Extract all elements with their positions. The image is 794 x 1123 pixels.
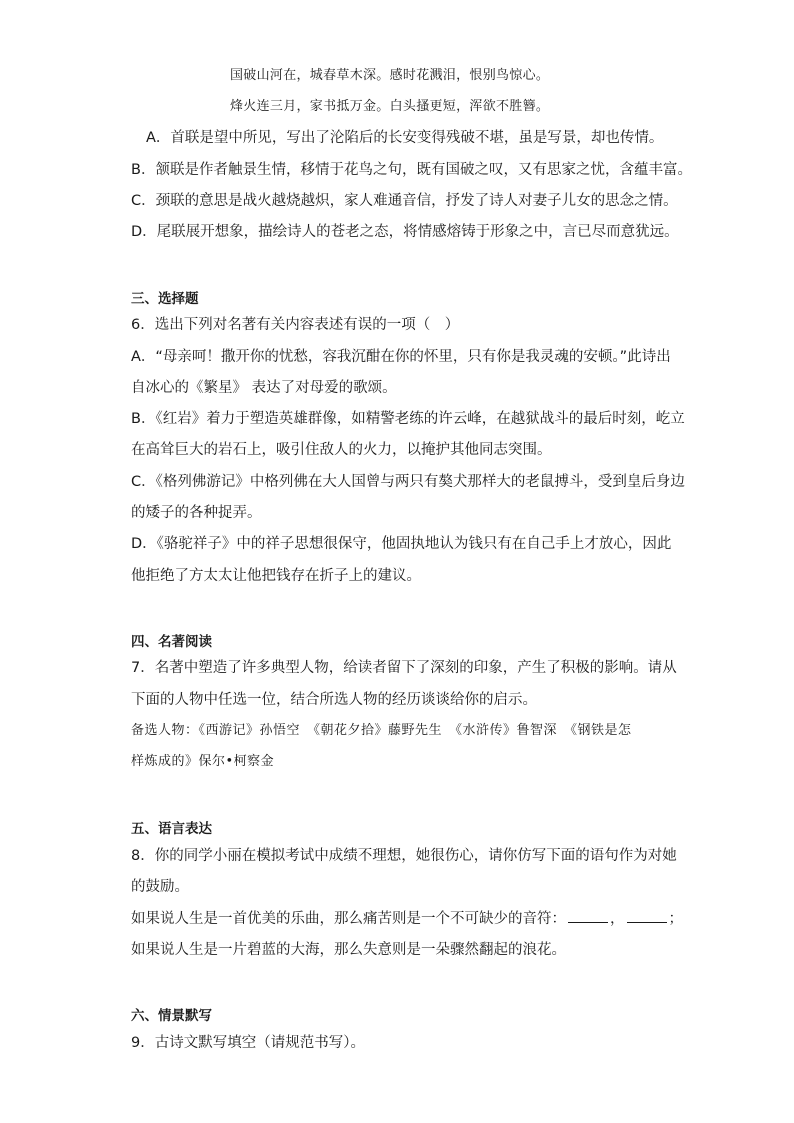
option-6a-line1: A．“母亲呵！撒开你的忧愁，容我沉酣在你的怀里，只有你是我灵魂的安顿。”此诗出 bbox=[131, 349, 671, 365]
option-6d-line2: 他拒绝了方太太让他把钱存在折子上的建议。 bbox=[131, 568, 421, 584]
blank-separator-2: ； bbox=[668, 911, 683, 927]
answer-blank-2[interactable] bbox=[627, 908, 667, 923]
option-6c-line1: C．《格列佛游记》中格列佛在大人国曾与两只有獒犬那样大的老鼠搏斗，受到皇后身边 bbox=[131, 474, 685, 490]
option-6b-line1: B．《红岩》着力于塑造英雄群像，如精警老练的许云峰，在越狱战斗的最后时刻，屹立 bbox=[131, 411, 685, 427]
question-7-line2: 下面的人物中任选一位，结合所选人物的经历谈谈给你的启示。 bbox=[131, 692, 537, 708]
question-7-line1: 7．名著中塑造了许多典型人物，给读者留下了深刻的印象，产生了积极的影响。请从 bbox=[131, 660, 677, 676]
sentence-1-text: 如果说人生是一首优美的乐曲，那么痛苦则是一个不可缺少的音符： bbox=[131, 911, 566, 927]
question-9: 9．古诗文默写填空（请规范书写）。 bbox=[131, 1035, 365, 1051]
option-6a-line2: 自冰心的《繁星》 表达了对母爱的歌颂。 bbox=[131, 380, 397, 396]
question-8-line2: 的鼓励。 bbox=[131, 879, 189, 895]
question-6: 6．选出下列对名著有关内容表述有误的一项（ ） bbox=[131, 317, 460, 333]
sentence-1 bbox=[131, 908, 683, 929]
candidates-line1: 备选人物：《西游记》孙悟空 《朝花夕拾》藤野先生 《水浒传》鲁智深 《钢铁是怎 bbox=[131, 723, 632, 738]
answer-blank-1[interactable] bbox=[568, 908, 608, 923]
option-5d: D．尾联展开想象，描绘诗人的苍老之态，将情感熔铸于形象之中，言已尽而意犹远。 bbox=[131, 224, 679, 240]
section-5-heading: 五、语言表达 bbox=[131, 821, 212, 837]
section-6-heading: 六、情景默写 bbox=[131, 1008, 212, 1024]
poem-line-2: 烽火连三月，家书抵万金。白头搔更短，浑欲不胜簪。 bbox=[230, 99, 550, 114]
sentence-2: 如果说人生是一片碧蓝的大海，那么失意则是一朵骤然翻起的浪花。 bbox=[131, 942, 566, 958]
option-5a: A．首联是望中所见，写出了沦陷后的长安变得残破不堪，虽是写景，却也传情。 bbox=[146, 130, 664, 146]
section-4-heading: 四、名著阅读 bbox=[131, 634, 212, 650]
poem-line-1: 国破山河在，城春草木深。感时花溅泪，恨别鸟惊心。 bbox=[230, 68, 550, 83]
option-6b-line2: 在高耸巨大的岩石上，吸引住敌人的火力，以掩护其他同志突围。 bbox=[131, 442, 552, 458]
question-8-line1: 8．你的同学小丽在模拟考试中成绩不理想，她很伤心，请你仿写下面的语句作为对她 bbox=[131, 848, 677, 864]
candidates-line2: 样炼成的》保尔•柯察金 bbox=[131, 754, 275, 769]
option-6d-line1: D．《骆驼祥子》中的祥子思想很保守，他固执地认为钱只有在自己手上才放心，因此 bbox=[131, 536, 672, 552]
section-3-heading: 三、选择题 bbox=[131, 291, 199, 307]
option-6c-line2: 的矮子的各种捉弄。 bbox=[131, 505, 262, 521]
option-5c: C．颈联的意思是战火越烧越炽，家人难通音信，抒发了诗人对妻子儿女的思念之情。 bbox=[131, 193, 678, 209]
option-5b: B．颔联是作者触景生情，移情于花鸟之句，既有国破之叹，又有思家之忧，含蕴丰富。 bbox=[131, 162, 692, 178]
blank-separator-1: ， bbox=[610, 911, 625, 927]
